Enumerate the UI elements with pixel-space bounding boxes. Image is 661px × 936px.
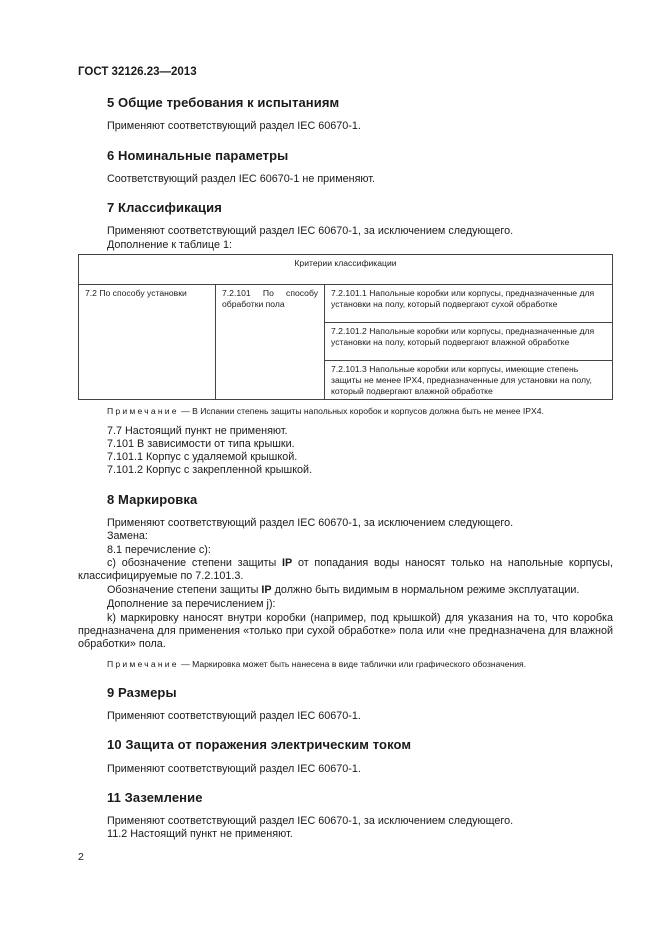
note-text: — В Испании степень защиты напольных коробок и корпусов должна быть не менее IPX4. [178,406,544,416]
section-6-title: 6 Номинальные параметры [107,148,289,163]
section-8-replace: Замена: [107,530,148,542]
section-8-para-k: k) маркировку наносят внутри коробки (например, под крышкой) для указания на то, что коробка предназначена для применения «только при сухой обработке» пола или «не предназначена для влажной обработки» пола. [78,612,613,651]
note-label: Примечание [107,659,179,669]
section-8-para-c: c) обозначение степени защиты IP от попадания воды наносят только на напольные корпусы, классифицируемые по 7.2.101.3. [78,557,613,583]
section-8-para-ip: Обозначение степени защиты IP должно быть видимым в нормальном режиме эксплуатации. [107,584,580,596]
ip-code: IP [282,557,293,569]
section-10-text: Применяют соответствующий раздел IEC 60670-1. [107,763,361,775]
note-label: Примечание [107,406,179,416]
table-cell-method: 7.2 По способу установки [79,285,216,400]
list-item: 7.7 Настоящий пункт не применяют. [107,425,288,437]
section-8-note [107,659,526,669]
table-row: 7.2.101.2 Напольные коробки или корпусы, предназначенные для установки на полу, который подвергают влажной обработке [325,323,613,361]
section-8-title: 8 Маркировка [107,492,198,507]
page-number: 2 [78,851,84,863]
list-item: 7.101.2 Корпус с закрепленной крышкой. [107,464,313,476]
list-item: 7.101 В зависимости от типа крышки. [107,438,295,450]
section-11-text: Применяют соответствующий раздел IEC 60670-1, за исключением следующего. [107,815,514,827]
section-8-text: Применяют соответствующий раздел IEC 60670-1, за исключением следующего. [107,517,514,529]
section-11-title: 11 Заземление [107,790,203,805]
ip-code: IP [261,584,272,596]
section-10-title: 10 Защита от поражения электрическим током [107,737,412,752]
list-item: 7.101.1 Корпус с удаляемой крышкой. [107,451,298,463]
table-row: 7.2.101.1 Напольные коробки или корпусы, предназначенные для установки на полу, который подвергают сухой обработке [325,285,613,323]
section-5-title: 5 Общие требования к испытаниям [107,95,340,110]
table-header: Критерии классификации [79,255,613,285]
section-8-item-8-1: 8.1 перечисление c): [107,544,211,556]
document-header: ГОСТ 32126.23—2013 [78,66,197,78]
section-5-text: Применяют соответствующий раздел IEC 60670-1. [107,120,361,132]
table-row: 7.2.101.3 Напольные коробки или корпусы, имеющие степень защиты не менее IPX4, предназначенные для установки на полу, который подвергают влажной обработке [325,361,613,400]
section-7-table-intro: Дополнение к таблице 1: [107,239,232,251]
classification-table [78,254,613,400]
section-7-note [107,406,544,416]
section-11-item: 11.2 Настоящий пункт не применяют. [107,828,293,840]
note-text: — Маркировка может быть нанесена в виде таблички или графического обозначения. [178,659,527,669]
section-6-text: Соответствующий раздел IEC 60670-1 не применяют. [107,173,376,185]
section-7-text: Применяют соответствующий раздел IEC 60670-1, за исключением следующего. [107,225,514,237]
section-7-title: 7 Классификация [107,200,222,215]
table-cell-floor-treatment: 7.2.101 По способу обработки пола [216,285,325,400]
section-8-addition: Дополнение за перечислением j): [107,598,276,610]
section-9-title: 9 Размеры [107,685,177,700]
section-9-text: Применяют соответствующий раздел IEC 60670-1. [107,710,361,722]
